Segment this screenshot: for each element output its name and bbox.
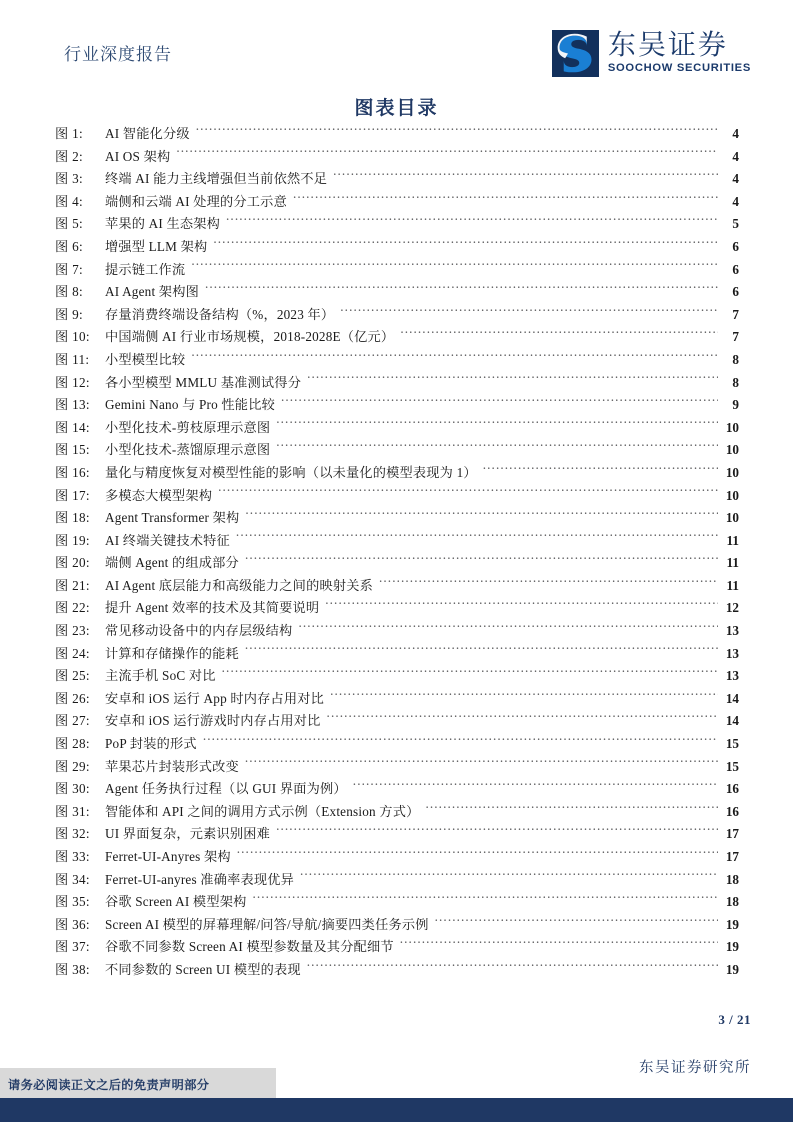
disclaimer-text: 请务必阅读正文之后的免责声明部分 <box>8 1077 210 1092</box>
figure-list-item[interactable] <box>55 485 739 508</box>
dot-leader <box>191 260 718 273</box>
figure-caption: 计算和存储操作的能耗 <box>105 645 239 661</box>
figure-number-label: 图 10: <box>55 329 90 345</box>
figure-caption: 安卓和 iOS 运行 App 时内存占用对比 <box>105 690 325 706</box>
figure-caption: 多模态大模型架构 <box>105 487 213 503</box>
dot-leader <box>245 509 718 522</box>
figure-number-label: 图 24: <box>55 645 90 661</box>
figure-page-number: 13 <box>725 668 739 684</box>
figure-list-item[interactable] <box>55 213 739 236</box>
figure-list-item[interactable] <box>55 259 739 282</box>
dot-leader <box>245 757 718 770</box>
footer-accent-bar <box>0 1098 793 1122</box>
dot-leader <box>226 215 718 228</box>
figure-list <box>55 123 739 982</box>
figure-page-number: 16 <box>725 781 739 797</box>
figure-list-item[interactable] <box>55 462 739 485</box>
page-number: 3 / 21 <box>718 1012 751 1027</box>
figure-number-label: 图 12: <box>55 374 90 390</box>
dot-leader <box>353 780 718 793</box>
figure-number-label: 图 14: <box>55 419 90 435</box>
figure-page-number: 4 <box>732 126 739 141</box>
figure-page-number: 4 <box>732 193 739 209</box>
figure-number-label: 图 8: <box>55 284 83 300</box>
figure-number-label: 图 38: <box>55 961 90 977</box>
figure-number-label: 图 9: <box>55 306 83 322</box>
figure-page-number: 15 <box>725 736 739 752</box>
dot-leader <box>400 938 718 951</box>
figure-page-number: 10 <box>725 510 739 526</box>
figure-number-label: 图 16: <box>55 464 90 480</box>
figure-list-item[interactable] <box>55 236 739 259</box>
figure-caption: AI Agent 架构图 <box>105 284 199 300</box>
figure-caption: 量化与精度恢复对模型性能的影响（以未量化的模型表现为 1） <box>105 464 477 480</box>
figure-page-number: 10 <box>725 419 739 435</box>
figure-number-label: 图 25: <box>55 668 90 684</box>
figure-number-label: 图 28: <box>55 736 90 752</box>
figure-caption: 各小型模型 MMLU 基准测试得分 <box>105 374 302 390</box>
figure-page-number: 16 <box>725 803 739 819</box>
figure-number-label: 图 23: <box>55 623 90 639</box>
dot-leader <box>191 351 718 364</box>
figure-list-item[interactable] <box>55 869 739 892</box>
figure-list-item[interactable] <box>55 304 739 327</box>
figure-list-item[interactable] <box>55 372 739 395</box>
figure-caption: 谷歌不同参数 Screen AI 模型参数量及其分配细节 <box>105 939 394 955</box>
figure-caption: 智能体和 API 之间的调用方式示例（Extension 方式） <box>105 803 420 819</box>
figure-caption: 提升 Agent 效率的技术及其简要说明 <box>105 600 320 616</box>
dot-leader <box>325 599 718 612</box>
figure-list-item[interactable] <box>55 349 739 372</box>
figure-page-number: 6 <box>732 238 739 254</box>
figure-page-number: 13 <box>725 623 739 639</box>
figure-list-item[interactable] <box>55 597 739 620</box>
figure-list-item[interactable] <box>55 959 739 982</box>
figure-caption: 端侧 Agent 的组成部分 <box>105 555 239 571</box>
figure-page-number: 4 <box>732 148 739 164</box>
company-name-cn: 东吴证券 <box>607 30 728 62</box>
figure-page-number: 19 <box>725 939 739 955</box>
figure-caption: 安卓和 iOS 运行游戏时内存占用对比 <box>105 713 321 729</box>
dot-leader <box>379 577 718 590</box>
dot-leader <box>435 916 718 929</box>
figure-caption: 谷歌 Screen AI 模型架构 <box>105 894 247 910</box>
figure-caption: 小型化技术-剪枝原理示意图 <box>105 419 271 435</box>
figure-caption: 小型化技术-蒸馏原理示意图 <box>105 442 271 458</box>
figure-page-number: 9 <box>732 397 739 413</box>
dot-leader <box>327 712 718 725</box>
figure-caption: Agent Transformer 架构 <box>105 510 240 526</box>
figure-page-number: 6 <box>732 261 739 277</box>
figure-list-item[interactable] <box>55 168 739 191</box>
figure-number-label: 图 37: <box>55 939 90 955</box>
figure-list-item[interactable] <box>55 575 739 598</box>
dot-leader <box>276 825 718 838</box>
figure-caption: UI 界面复杂，元素识别困难 <box>105 826 271 842</box>
figure-caption: Screen AI 模型的屏幕理解/问答/导航/摘要四类任务示例 <box>105 916 429 932</box>
figure-list-item[interactable] <box>55 643 739 666</box>
figure-list-item[interactable] <box>55 394 739 417</box>
figure-number-label: 图 21: <box>55 577 90 593</box>
figure-page-number: 8 <box>732 374 739 390</box>
figure-number-label: 图 2: <box>55 148 83 164</box>
figure-number-label: 图 22: <box>55 600 90 616</box>
figure-page-number: 15 <box>725 758 739 774</box>
figure-page-number: 10 <box>725 464 739 480</box>
figure-page-number: 18 <box>725 871 739 887</box>
figure-number-label: 图 15: <box>55 442 90 458</box>
figure-list-item[interactable] <box>55 507 739 530</box>
figure-caption: Gemini Nano 与 Pro 性能比较 <box>105 397 275 413</box>
figure-number-label: 图 1: <box>55 126 83 141</box>
figure-page-number: 12 <box>725 600 739 616</box>
figure-caption: AI OS 架构 <box>105 148 171 164</box>
figure-page-number: 8 <box>732 351 739 367</box>
dot-leader <box>293 193 718 206</box>
figure-caption: 常见移动设备中的内存层级结构 <box>105 623 293 639</box>
figure-list-item[interactable] <box>55 936 739 959</box>
figure-caption: 苹果芯片封装形式改变 <box>105 758 239 774</box>
figure-list-item[interactable] <box>55 552 739 575</box>
figure-caption: 存量消费终端设备结构（%，2023 年） <box>105 306 335 322</box>
dot-leader <box>425 803 718 816</box>
figure-caption: 增强型 LLM 架构 <box>105 238 208 254</box>
figure-page-number: 13 <box>725 645 739 661</box>
research-institute-label: 东吴证券研究所 <box>639 1060 751 1076</box>
dot-leader <box>298 622 718 635</box>
figure-number-label: 图 7: <box>55 261 83 277</box>
dot-leader <box>300 870 718 883</box>
figure-page-number: 19 <box>725 961 739 977</box>
dot-leader <box>281 396 718 409</box>
figure-caption: 小型模型比较 <box>105 351 186 367</box>
figure-caption: AI 终端关键技术特征 <box>105 532 230 548</box>
dot-leader <box>330 690 718 703</box>
figure-list-item[interactable] <box>55 823 739 846</box>
figure-caption: Agent 任务执行过程（以 GUI 界面为例） <box>105 781 347 797</box>
figure-page-number: 18 <box>725 894 739 910</box>
figure-list-item[interactable] <box>55 891 739 914</box>
figure-list-item[interactable] <box>55 620 739 643</box>
figure-number-label: 图 5: <box>55 216 83 232</box>
disclaimer-box <box>0 1068 276 1100</box>
figure-number-label: 图 6: <box>55 238 83 254</box>
figure-caption: Ferret-UI-anyres 准确率表现优异 <box>105 871 295 887</box>
figure-number-label: 图 20: <box>55 555 90 571</box>
dot-leader <box>203 735 718 748</box>
figure-caption: AI 智能化分级 <box>105 126 190 141</box>
figure-number-label: 图 29: <box>55 758 90 774</box>
figure-list-item[interactable] <box>55 756 739 779</box>
figure-caption: 提示链工作流 <box>105 261 186 277</box>
figure-page-number: 17 <box>725 826 739 842</box>
figure-number-label: 图 19: <box>55 532 90 548</box>
figure-page-number: 11 <box>726 577 739 593</box>
figure-list-item[interactable] <box>55 914 739 937</box>
dot-leader <box>245 644 718 657</box>
figure-list-item[interactable] <box>55 846 739 869</box>
figure-page-number: 10 <box>725 487 739 503</box>
dot-leader <box>236 532 718 545</box>
figure-number-label: 图 31: <box>55 803 90 819</box>
figure-list-item[interactable] <box>55 281 739 304</box>
figure-number-label: 图 33: <box>55 849 90 864</box>
figure-page-number: 4 <box>732 171 739 187</box>
dot-leader <box>276 441 718 454</box>
figure-number-label: 图 13: <box>55 397 90 413</box>
dot-leader <box>400 328 718 341</box>
figure-list-item[interactable] <box>55 710 739 733</box>
figure-caption: 苹果的 AI 生态架构 <box>105 216 221 232</box>
figure-caption: 主流手机 SoC 对比 <box>105 668 216 684</box>
figure-number-label: 图 3: <box>55 171 83 187</box>
figure-list-item[interactable] <box>55 688 739 711</box>
dot-leader <box>307 961 718 974</box>
dot-leader <box>333 170 718 183</box>
figure-number-label: 图 27: <box>55 713 90 729</box>
soochow-logo-icon <box>552 30 599 77</box>
figure-page-number: 6 <box>732 284 739 300</box>
figure-number-label: 图 36: <box>55 916 90 932</box>
report-type-label: 行业深度报告 <box>64 45 172 64</box>
figure-list-item[interactable] <box>55 146 739 169</box>
dot-leader <box>483 464 718 477</box>
dot-leader <box>245 554 718 567</box>
figure-number-label: 图 17: <box>55 487 90 503</box>
figure-page-number: 11 <box>726 532 739 548</box>
figure-number-label: 图 26: <box>55 690 90 706</box>
figure-caption: 终端 AI 能力主线增强但当前依然不足 <box>105 171 328 187</box>
dot-leader <box>213 238 718 251</box>
figure-list-item[interactable] <box>55 123 739 146</box>
dot-leader <box>307 373 718 386</box>
logo-text-block <box>608 32 751 74</box>
figure-page-number: 7 <box>732 306 739 322</box>
figure-caption: 端侧和云端 AI 处理的分工示意 <box>105 193 287 209</box>
dot-leader <box>276 419 718 432</box>
figure-list-item[interactable] <box>55 778 739 801</box>
figure-number-label: 图 11: <box>55 351 90 367</box>
figure-caption: Ferret-UI-Anyres 架构 <box>105 849 231 864</box>
figure-page-number: 14 <box>725 690 739 706</box>
figure-list-item[interactable] <box>55 665 739 688</box>
page-header <box>0 30 793 92</box>
figure-number-label: 图 4: <box>55 193 83 209</box>
figure-number-label: 图 34: <box>55 871 90 887</box>
figure-page-number: 10 <box>725 442 739 458</box>
figure-caption: 中国端侧 AI 行业市场规模，2018-2028E（亿元） <box>105 329 395 345</box>
dot-leader <box>222 667 718 680</box>
figure-number-label: 图 32: <box>55 826 90 842</box>
dot-leader <box>340 306 718 319</box>
figure-list-item[interactable] <box>55 801 739 824</box>
figure-list-item[interactable] <box>55 530 739 553</box>
dot-leader <box>252 893 718 906</box>
figure-number-label: 图 18: <box>55 510 90 526</box>
figure-page-number: 14 <box>725 713 739 729</box>
dot-leader <box>176 147 718 160</box>
dot-leader <box>218 486 718 499</box>
figure-list-item[interactable] <box>55 733 739 756</box>
figure-caption: PoP 封装的形式 <box>105 736 197 752</box>
figure-number-label: 图 35: <box>55 894 90 910</box>
figure-caption: 不同参数的 Screen UI 模型的表现 <box>105 961 301 977</box>
figure-list-item[interactable] <box>55 417 739 440</box>
dot-leader <box>237 848 718 861</box>
dot-leader <box>205 283 718 296</box>
figure-page-number: 11 <box>726 555 739 571</box>
figure-page-number: 19 <box>725 916 739 932</box>
dot-leader <box>196 125 718 138</box>
figure-list-item[interactable] <box>55 439 739 462</box>
figure-caption: AI Agent 底层能力和高级能力之间的映射关系 <box>105 577 374 593</box>
figure-list-item[interactable] <box>55 191 739 214</box>
figure-list-item[interactable] <box>55 326 739 349</box>
company-name-en: SOOCHOW SECURITIES <box>607 62 751 75</box>
figure-number-label: 图 30: <box>55 781 90 797</box>
figure-page-number: 5 <box>732 216 739 232</box>
company-logo <box>552 30 751 77</box>
page-title: 图表目录 <box>354 98 439 119</box>
figure-page-number: 17 <box>725 849 739 864</box>
figure-page-number: 7 <box>732 329 739 345</box>
